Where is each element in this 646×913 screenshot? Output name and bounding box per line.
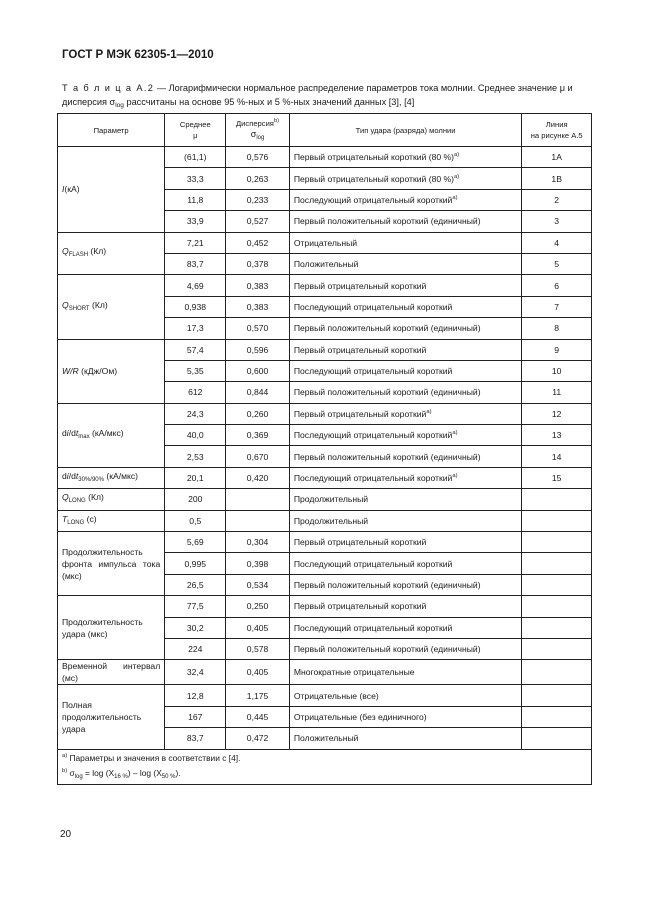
header-param: Параметр: [58, 114, 165, 147]
param-cell: [58, 489, 165, 510]
footnote-b: [62, 765, 587, 784]
stroke-type-cell: [289, 574, 522, 595]
dispersion-cell: 0,369: [226, 425, 290, 446]
param-symbol: Q: [62, 299, 69, 310]
stroke-type-cell: [289, 489, 522, 510]
param-unit: (кА): [64, 184, 80, 195]
dispersion-cell: 0,304: [226, 532, 290, 553]
param-cell: [58, 532, 165, 596]
param-cell: [58, 660, 165, 685]
footnote-ref: a): [454, 173, 460, 180]
param-unit: (с): [84, 513, 97, 524]
param-unit: (Кл): [88, 246, 107, 257]
param-text: Продолжительность удара (мкс): [62, 616, 143, 639]
param-symbol: T: [62, 513, 68, 524]
mean-cell: 17,3: [165, 318, 226, 339]
param-cell: [58, 510, 165, 531]
mean-cell: 224: [165, 638, 226, 659]
figure-line-cell: 3: [522, 211, 592, 232]
table-body: [58, 147, 592, 750]
footnote-ref: a): [454, 152, 460, 159]
figure-line-cell: 13: [522, 425, 592, 446]
dispersion-cell: 0,233: [226, 189, 290, 210]
footnote-ref: a): [426, 408, 432, 415]
mean-cell: 40,0: [165, 425, 226, 446]
table-row: [58, 467, 592, 488]
stroke-type-text: Последующий отрицательный короткий: [293, 194, 453, 205]
footnote-a-text: Параметры и значения в соответствии с [4].: [67, 752, 241, 763]
table-row: [58, 232, 592, 253]
stroke-type-cell: [289, 660, 522, 685]
footnote-a-mark: a): [62, 752, 68, 759]
stroke-type-text: Последующий отрицательный короткий: [293, 366, 453, 377]
stroke-type-cell: [289, 296, 522, 317]
stroke-type-cell: [289, 275, 522, 296]
param-symbol: Q: [62, 492, 69, 503]
param-text: Временной интервал (мс): [62, 661, 161, 684]
param-subscript: FLASH: [68, 252, 89, 259]
dispersion-cell: [226, 510, 290, 531]
header-mean: [165, 114, 226, 147]
param-cell: [58, 232, 165, 275]
param-cell: [58, 596, 165, 660]
dispersion-cell: 0,576: [226, 147, 290, 168]
param-symbol: I: [62, 184, 65, 195]
param-cell: [58, 339, 165, 403]
stroke-type-cell: [289, 211, 522, 232]
dispersion-cell: 0,420: [226, 467, 290, 488]
stroke-type-text: Первый положительный короткий (единичный): [293, 387, 481, 398]
param-unit: (кА/мкс): [103, 471, 139, 482]
mean-cell: 12,8: [165, 685, 226, 706]
param-unit: (кДж/Ом): [78, 366, 118, 377]
footnotes-cell: [58, 749, 592, 784]
mean-cell: 0,995: [165, 553, 226, 574]
stroke-type-cell: [289, 685, 522, 706]
header-type: Тип удара (разряда) молнии: [289, 114, 522, 147]
dispersion-cell: 0,383: [226, 296, 290, 317]
figure-line-cell: [522, 532, 592, 553]
figure-line-cell: 2: [522, 189, 592, 210]
mean-cell: 83,7: [165, 253, 226, 274]
figure-line-cell: [522, 489, 592, 510]
stroke-type-cell: [289, 728, 522, 749]
stroke-type-text: Первый отрицательный короткий (80 %): [293, 152, 455, 163]
figure-line-cell: [522, 660, 592, 685]
figure-line-cell: 9: [522, 339, 592, 360]
stroke-type-text: Первый отрицательный короткий: [293, 280, 427, 291]
stroke-type-cell: [289, 510, 522, 531]
stroke-type-text: Последующий отрицательный короткий: [293, 301, 453, 312]
dispersion-cell: 1,175: [226, 685, 290, 706]
stroke-type-text: Продолжительный: [293, 515, 369, 526]
footnote-ref: a): [452, 430, 458, 437]
stroke-type-cell: [289, 168, 522, 189]
stroke-type-cell: [289, 425, 522, 446]
table-row: [58, 660, 592, 685]
footnote-ref: a): [452, 473, 458, 480]
figure-line-cell: [522, 617, 592, 638]
dispersion-cell: 0,405: [226, 660, 290, 685]
mean-cell: 33,9: [165, 211, 226, 232]
mean-cell: 167: [165, 706, 226, 727]
stroke-type-text: Положительный: [293, 259, 359, 270]
param-cell: [58, 147, 165, 233]
dispersion-cell: 0,405: [226, 617, 290, 638]
caption-line2-rest: рассчитаны на основе 95 %-ных и 5 %-ных значений данных [3], [4]: [123, 97, 415, 107]
footnote-b-eq: = log (X: [82, 767, 115, 778]
header-dispersion: [226, 114, 290, 147]
dispersion-cell: 0,596: [226, 339, 290, 360]
dispersion-cell: 0,260: [226, 403, 290, 424]
param-symbol: di/dt: [62, 428, 79, 439]
dispersion-cell: 0,452: [226, 232, 290, 253]
mean-cell: 7,21: [165, 232, 226, 253]
dispersion-cell: 0,578: [226, 638, 290, 659]
table-row: [58, 147, 592, 168]
footnote-b-sub16: 16 %: [114, 773, 128, 780]
figure-line-cell: 11: [522, 382, 592, 403]
stroke-type-text: Многократные отрицательные: [293, 667, 415, 678]
footnote-b-sigma-sub: log: [74, 773, 83, 780]
footnote-b-sigma: σ: [69, 767, 75, 778]
dispersion-cell: 0,378: [226, 253, 290, 274]
figure-line-cell: [522, 706, 592, 727]
figure-line-cell: 10: [522, 360, 592, 381]
param-cell: [58, 403, 165, 467]
dispersion-cell: 0,844: [226, 382, 290, 403]
param-unit: (Кл): [89, 299, 108, 310]
figure-line-cell: [522, 638, 592, 659]
param-subscript: SHORT: [68, 305, 90, 312]
header-disp-label: Дисперсия: [236, 119, 274, 128]
table-label: Т а б л и ц а А.2: [62, 83, 155, 93]
mean-cell: 0,938: [165, 296, 226, 317]
figure-line-cell: 12: [522, 403, 592, 424]
footnote-b-sub50: 50 %: [161, 773, 176, 780]
stroke-type-cell: [289, 147, 522, 168]
stroke-type-cell: [289, 532, 522, 553]
dispersion-cell: 0,600: [226, 360, 290, 381]
dispersion-cell: 0,570: [226, 318, 290, 339]
param-cell: [58, 685, 165, 749]
mean-cell: 612: [165, 382, 226, 403]
mean-cell: 32,4: [165, 660, 226, 685]
table-row: [58, 532, 592, 553]
mean-cell: 2,53: [165, 446, 226, 467]
figure-line-cell: [522, 510, 592, 531]
stroke-type-text: Первый отрицательный короткий: [293, 408, 427, 419]
mean-cell: 5,35: [165, 360, 226, 381]
figure-line-cell: [522, 685, 592, 706]
stroke-type-text: Первый отрицательный короткий: [293, 601, 427, 612]
mean-cell: 77,5: [165, 596, 226, 617]
caption-sigma-sub: log: [115, 102, 124, 109]
header-line: [522, 114, 592, 147]
stroke-type-cell: [289, 339, 522, 360]
figure-line-cell: 1B: [522, 168, 592, 189]
stroke-type-cell: [289, 706, 522, 727]
stroke-type-text: Отрицательные (без единичного): [293, 711, 427, 722]
figure-line-cell: 7: [522, 296, 592, 317]
stroke-type-text: Первый отрицательный короткий: [293, 344, 427, 355]
param-text: Полная продолжительность удара: [62, 699, 142, 734]
stroke-type-text: Последующий отрицательный короткий: [293, 430, 453, 441]
mean-cell: 26,5: [165, 574, 226, 595]
dispersion-cell: [226, 489, 290, 510]
table-row: [58, 510, 592, 531]
stroke-type-cell: [289, 446, 522, 467]
mean-cell: 4,69: [165, 275, 226, 296]
stroke-type-cell: [289, 318, 522, 339]
footnote-a: [62, 750, 587, 765]
stroke-type-cell: [289, 382, 522, 403]
stroke-type-cell: [289, 253, 522, 274]
dispersion-cell: 0,527: [226, 211, 290, 232]
figure-line-cell: 5: [522, 253, 592, 274]
stroke-type-text: Первый положительный короткий (единичный): [293, 451, 481, 462]
page-number: 20: [60, 829, 72, 840]
stroke-type-cell: [289, 189, 522, 210]
stroke-type-text: Первый положительный короткий (единичный): [293, 216, 481, 227]
param-symbol: Q: [62, 246, 69, 257]
caption-line2-start: дисперсия σ: [62, 97, 116, 107]
dispersion-cell: 0,472: [226, 728, 290, 749]
param-symbol: di/dt: [62, 471, 79, 482]
param-subscript: max: [78, 434, 90, 441]
figure-line-cell: 6: [522, 275, 592, 296]
table-row: [58, 275, 592, 296]
stroke-type-cell: [289, 467, 522, 488]
table-row: [58, 403, 592, 424]
mean-cell: 5,69: [165, 532, 226, 553]
footnote-ref: a): [452, 194, 458, 201]
lightning-parameters-table: [57, 113, 592, 785]
mean-cell: 200: [165, 489, 226, 510]
param-unit: (кА/мкс): [89, 428, 124, 439]
header-disp-symbol: σ: [250, 129, 257, 139]
table-header-row: [58, 114, 592, 147]
header-line-1: Линия: [545, 120, 568, 129]
mean-cell: (61,1): [165, 147, 226, 168]
stroke-type-text: Первый положительный короткий (единичный): [293, 323, 481, 334]
stroke-type-text: Последующий отрицательный короткий: [293, 622, 453, 633]
mean-cell: 30,2: [165, 617, 226, 638]
dispersion-cell: 0,250: [226, 596, 290, 617]
stroke-type-text: Первый положительный короткий (единичный): [293, 580, 481, 590]
dispersion-cell: 0,383: [226, 275, 290, 296]
stroke-type-text: Продолжительный: [293, 494, 369, 505]
param-unit: (Кл): [85, 492, 104, 503]
dispersion-cell: 0,398: [226, 553, 290, 574]
table-row: [58, 685, 592, 706]
param-subscript: 30%/90%: [78, 477, 104, 484]
figure-line-cell: 14: [522, 446, 592, 467]
dispersion-cell: 0,670: [226, 446, 290, 467]
header-mean-symbol: μ: [193, 131, 198, 140]
table-row: [58, 339, 592, 360]
mean-cell: 57,4: [165, 339, 226, 360]
stroke-type-cell: [289, 232, 522, 253]
figure-line-cell: [522, 553, 592, 574]
header-mean-label: Среднее: [179, 120, 211, 129]
stroke-type-text: Первый отрицательный короткий: [293, 537, 427, 548]
stroke-type-cell: [289, 360, 522, 381]
stroke-type-text: Последующий отрицательный короткий: [293, 473, 453, 484]
table-row: [58, 596, 592, 617]
figure-line-cell: [522, 728, 592, 749]
dispersion-cell: 0,263: [226, 168, 290, 189]
stroke-type-cell: [289, 596, 522, 617]
figure-line-cell: 1A: [522, 147, 592, 168]
dispersion-cell: 0,445: [226, 706, 290, 727]
table-row: [58, 489, 592, 510]
stroke-type-cell: [289, 638, 522, 659]
document-header: ГОСТ Р МЭК 62305-1—2010: [62, 49, 214, 61]
stroke-type-cell: [289, 617, 522, 638]
stroke-type-text: Первый отрицательный короткий (80 %): [293, 173, 455, 184]
mean-cell: 83,7: [165, 728, 226, 749]
stroke-type-text: Первый положительный короткий (единичный): [293, 644, 481, 655]
mean-cell: 11,8: [165, 189, 226, 210]
param-symbol: W/R: [62, 366, 79, 377]
mean-cell: 0,5: [165, 510, 226, 531]
footnote-b-mid: ) – log (X: [127, 767, 162, 778]
mean-cell: 24,3: [165, 403, 226, 424]
footnote-b-mark: b): [62, 767, 68, 774]
stroke-type-text: Положительный: [293, 733, 359, 744]
param-cell: [58, 275, 165, 339]
header-disp-note: b): [273, 118, 280, 124]
stroke-type-text: Отрицательные (все): [293, 690, 379, 701]
param-subscript: LONG: [68, 498, 86, 505]
table-caption: [62, 81, 592, 113]
figure-line-cell: 4: [522, 232, 592, 253]
figure-line-cell: [522, 596, 592, 617]
footnote-b-end: ).: [175, 767, 181, 778]
figure-line-cell: 15: [522, 467, 592, 488]
mean-cell: 20,1: [165, 467, 226, 488]
param-subscript: LONG: [67, 519, 85, 526]
param-cell: [58, 467, 165, 488]
footnotes-row: [58, 749, 592, 784]
figure-line-cell: 8: [522, 318, 592, 339]
header-disp-sub: log: [256, 135, 265, 141]
header-line-2: на рисунке А.5: [530, 131, 583, 140]
mean-cell: 33,3: [165, 168, 226, 189]
caption-line1: — Логарифмически нормальное распределение параметров тока молнии. Среднее значение μ и: [154, 83, 573, 93]
stroke-type-cell: [289, 553, 522, 574]
param-text: Продолжительность фронта импульса тока (мкс): [62, 546, 161, 581]
stroke-type-text: Последующий отрицательный короткий: [293, 558, 453, 569]
dispersion-cell: 0,534: [226, 574, 290, 595]
stroke-type-text: Отрицательный: [293, 237, 358, 248]
figure-line-cell: [522, 574, 592, 595]
stroke-type-cell: [289, 403, 522, 424]
